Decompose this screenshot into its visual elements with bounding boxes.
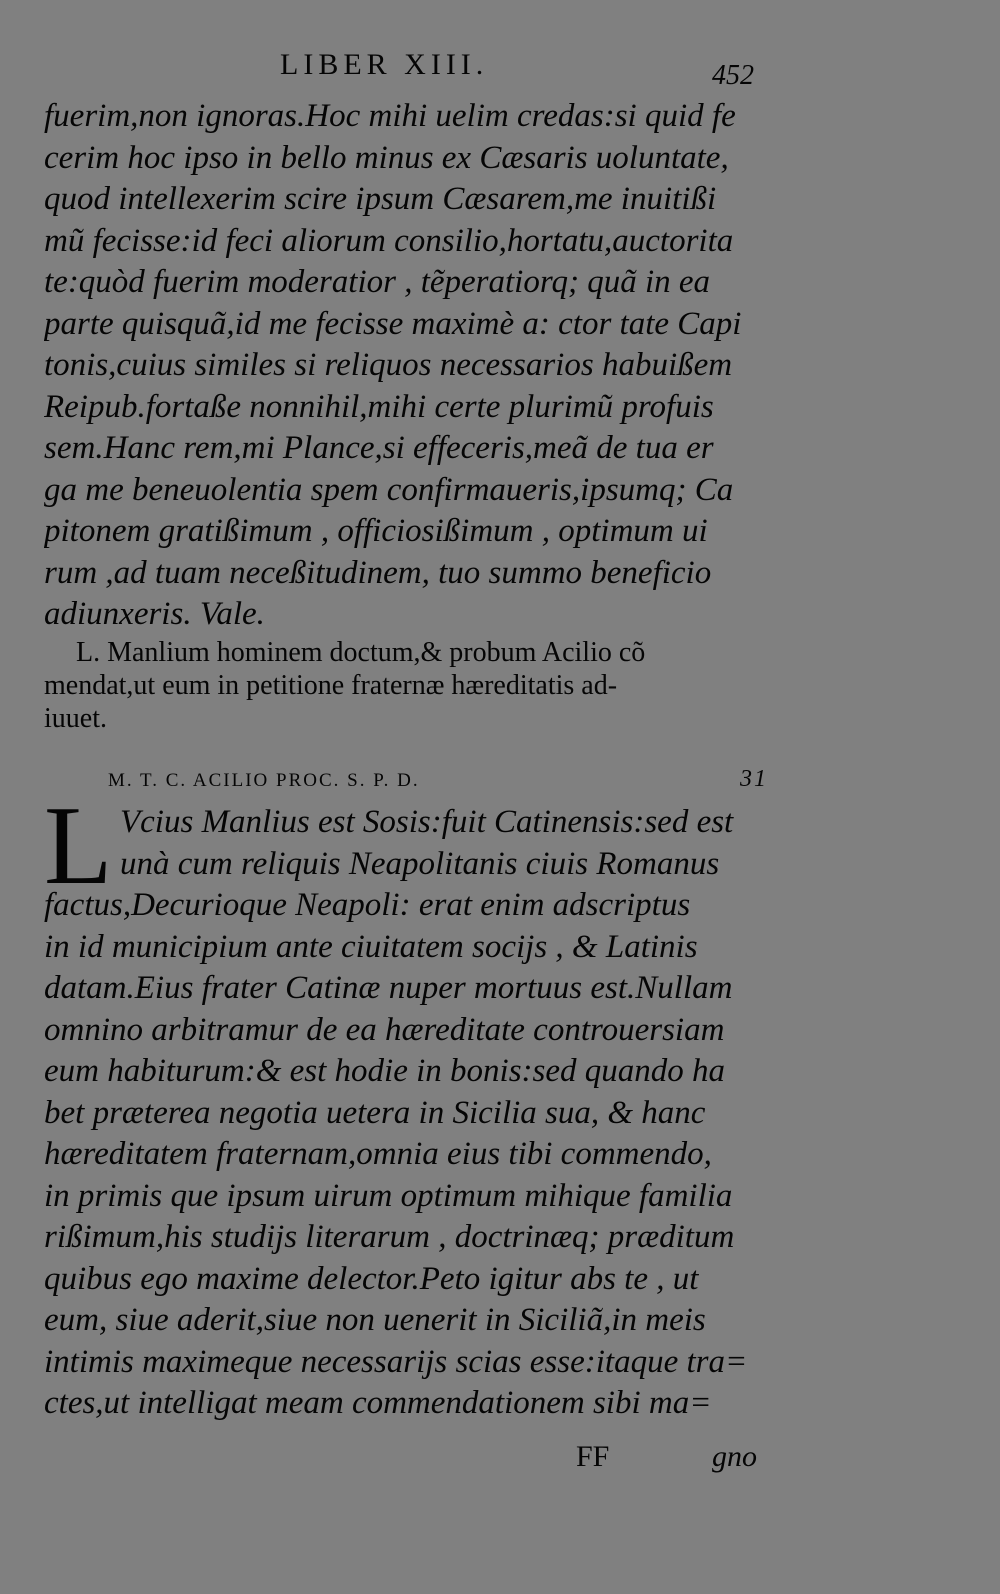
text-line: cerim hoc ipso in bello minus ex Cæsaris uoluntate, bbox=[44, 139, 729, 176]
text-line: quod intellexerim scire ipsum Cæsarem,me inuitißi bbox=[44, 181, 717, 217]
text-line: in id municipium ante ciuitatem socijs , & Latinis bbox=[44, 928, 698, 965]
text-line: rum ,ad tuam neceßitudinem, tuo summo beneficio bbox=[44, 554, 712, 591]
text-line: te:quòd fuerim moderatior , tẽperatiorq; quã in ea bbox=[44, 264, 711, 300]
text-line: rißimum,his studijs literarum , doctrinæq; præditum bbox=[44, 1219, 735, 1255]
letter-number: 31 bbox=[740, 766, 768, 792]
text-line: adiunxeris. Vale. bbox=[44, 596, 265, 632]
catchword: gno bbox=[712, 1440, 757, 1473]
summary-line: iuuet. bbox=[44, 703, 107, 734]
salutation-text: M. T. C. ACILIO PROC. S. P. D. bbox=[108, 770, 420, 791]
text-line: eum, siue aderit,siue non uenerit in Siciliã,in meis bbox=[44, 1302, 706, 1338]
text-line: Vcius Manlius est Sosis:fuit Catinensis:sed est bbox=[120, 804, 734, 840]
summary-line: L. Manlium hominem doctum,& probum Acilio cõ bbox=[76, 637, 646, 668]
text-line: ga me beneuolentia spem confirmaueris,ipsumq; Ca bbox=[44, 471, 734, 508]
letter-two-text bbox=[44, 802, 764, 1425]
text-line: parte quisquã,id me fecisse maximè a: ctor tate Capi bbox=[44, 305, 742, 342]
letter-summary bbox=[44, 636, 764, 735]
text-line: unà cum reliquis Neapolitanis ciuis Romanus bbox=[120, 845, 720, 882]
folio-number: 452 bbox=[712, 60, 754, 91]
text-line: bet præterea negotia uetera in Sicilia sua, & hanc bbox=[44, 1094, 706, 1131]
drop-cap: L bbox=[44, 784, 113, 908]
text-line: fuerim,non ignoras.Hoc mihi uelim credas:si quid fe bbox=[44, 98, 736, 134]
text-line: mũ fecisse:id feci aliorum consilio,hortatu,auctorita bbox=[44, 222, 734, 259]
text-line: quibus ego maxime delector.Peto igitur abs te , ut bbox=[44, 1260, 699, 1297]
salutation-heading bbox=[108, 766, 768, 800]
text-line: Reipub.fortaße nonnihil,mihi certe plurimũ profuis bbox=[44, 388, 714, 425]
text-line: sem.Hanc rem,mi Plance,si effeceris,meã de tua er bbox=[44, 430, 714, 466]
letter-one-text bbox=[44, 96, 764, 636]
text-line: tonis,cuius similes si reliquos necessarios habuißem bbox=[44, 347, 733, 383]
signature-mark: FF bbox=[576, 1440, 610, 1473]
text-line: pitonem gratißimum , officiosißimum , optimum ui bbox=[44, 513, 708, 549]
summary-line: mendat,ut eum in petitione fraternæ hæreditatis ad- bbox=[44, 670, 618, 701]
text-line: hæreditatem fraternam,omnia eius tibi commendo, bbox=[44, 1136, 712, 1172]
text-line: ctes,ut intelligat meam commendationem sibi ma= bbox=[44, 1385, 712, 1421]
running-title: LIBER XIII. bbox=[280, 48, 489, 81]
text-line: in primis que ipsum uirum optimum mihique familia bbox=[44, 1177, 733, 1214]
text-line: intimis maximeque necessarijs scias esse:itaque tra= bbox=[44, 1343, 748, 1380]
text-line: factus,Decurioque Neapoli: erat enim adscriptus bbox=[44, 887, 691, 923]
page-header bbox=[0, 48, 1000, 91]
text-line: omnino arbitramur de ea hæreditate controuersiam bbox=[44, 1011, 725, 1048]
text-line: eum habiturum:& est hodie in bonis:sed quando ha bbox=[44, 1053, 726, 1089]
text-line: datam.Eius frater Catinæ nuper mortuus est.Nullam bbox=[44, 970, 733, 1006]
